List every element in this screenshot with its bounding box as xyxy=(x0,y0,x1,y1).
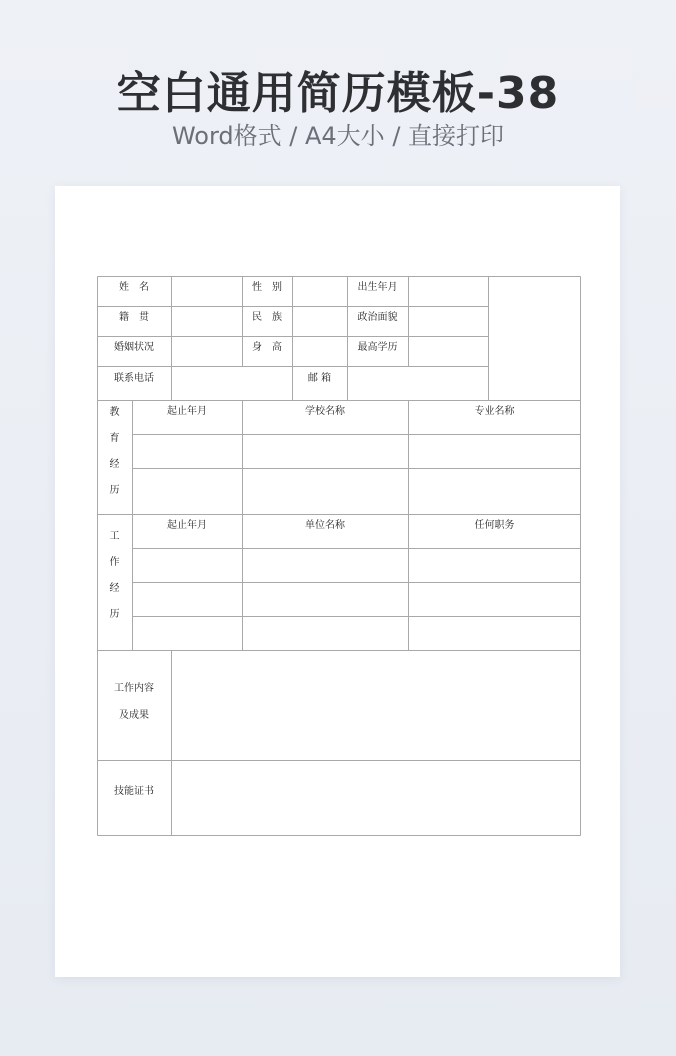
work-side-char: 作 xyxy=(109,557,120,568)
page-title: 空白通用简历模板-38 xyxy=(116,68,560,119)
page-subtitle: Word格式 / A4大小 / 直接打印 xyxy=(171,122,505,150)
gender-field[interactable] xyxy=(293,277,347,306)
birth-date-field[interactable] xyxy=(409,277,488,306)
education-side-char: 育 xyxy=(109,433,120,444)
skills-label: 技能证书 xyxy=(114,786,154,797)
highest-education-label: 最高学历 xyxy=(357,342,398,353)
birth-date-label: 出生年月 xyxy=(357,282,398,293)
photo-box[interactable] xyxy=(489,277,580,400)
native-place-label: 籍 贯 xyxy=(119,312,149,323)
work-period-header: 起止年月 xyxy=(167,520,207,531)
work-position-header: 任何职务 xyxy=(474,520,515,531)
education-period-header: 起止年月 xyxy=(167,406,207,417)
phone-label: 联系电话 xyxy=(114,373,154,384)
education-school-header: 学校名称 xyxy=(305,406,345,417)
skills-field[interactable] xyxy=(172,761,580,835)
political-status-label: 政治面貌 xyxy=(357,312,398,323)
education-side-char: 经 xyxy=(109,459,120,470)
work-company-header: 单位名称 xyxy=(305,520,345,531)
gender-label: 性 别 xyxy=(252,282,282,293)
achievements-field[interactable] xyxy=(172,651,580,760)
education-major-header: 专业名称 xyxy=(474,406,515,417)
marital-status-label: 婚姻状况 xyxy=(114,342,154,353)
ethnicity-label: 民 族 xyxy=(252,312,282,323)
email-field[interactable] xyxy=(348,367,488,400)
achievements-label-line: 及成果 xyxy=(119,710,149,721)
work-side-char: 工 xyxy=(109,531,120,542)
name-label: 姓 名 xyxy=(119,282,149,293)
name-field[interactable] xyxy=(172,277,242,306)
resume-table xyxy=(97,276,581,836)
education-side-char: 教 xyxy=(109,407,120,418)
work-side-label xyxy=(97,514,132,650)
achievements-label xyxy=(97,650,171,754)
work-side-char: 历 xyxy=(109,609,120,620)
phone-field[interactable] xyxy=(172,367,292,400)
achievements-label-line: 工作内容 xyxy=(114,683,154,694)
education-side-label xyxy=(97,400,132,514)
work-side-char: 经 xyxy=(109,583,120,594)
email-label: 邮 箱 xyxy=(307,373,332,384)
height-label: 身 高 xyxy=(252,342,282,353)
education-side-char: 历 xyxy=(109,485,120,496)
